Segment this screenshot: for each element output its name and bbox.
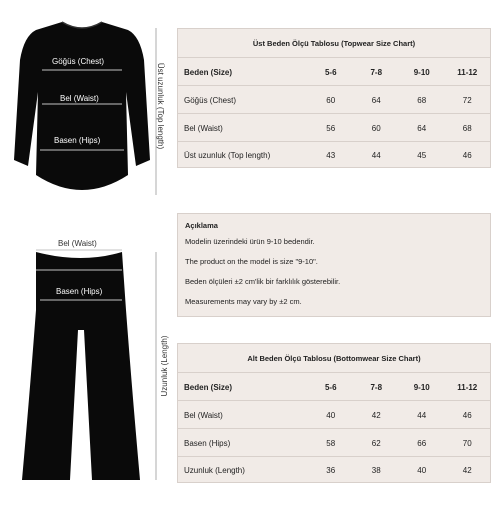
table-row <box>178 141 490 169</box>
table-cell: 60 <box>371 123 381 133</box>
top-length-label: Üst uzunluk (Top length) <box>156 62 165 150</box>
table-cell: 40 <box>326 410 336 420</box>
header-cell: 7-8 <box>370 67 383 77</box>
table-row <box>178 400 490 429</box>
table-row <box>178 456 490 484</box>
bottom-garment-illustration <box>0 230 170 500</box>
table-cell: 42 <box>371 410 381 420</box>
row-label: Bel (Waist) <box>184 410 223 420</box>
topwear-table-title: Üst Beden Ölçü Tablosu (Topwear Size Chart) <box>252 39 416 48</box>
row-label: Uzunluk (Length) <box>184 466 245 475</box>
top-chest-label: Göğüs (Chest) <box>52 57 105 66</box>
header-cell: 5-6 <box>324 67 337 77</box>
table-cell: 46 <box>462 410 472 420</box>
note-line: The product on the model is size "9-10". <box>185 257 318 266</box>
table-header-row <box>178 57 490 86</box>
top-length-label-wrap <box>156 36 171 176</box>
table-cell: 70 <box>462 438 472 448</box>
table-cell: 64 <box>417 123 427 133</box>
header-cell: 11-12 <box>457 67 478 77</box>
note-box <box>177 213 491 317</box>
header-cell: Beden (Size) <box>184 382 233 392</box>
table-cell: 62 <box>371 438 381 448</box>
table-cell: 44 <box>417 410 427 420</box>
table-cell: 60 <box>326 95 336 105</box>
bottom-length-label: Uzunluk (Length) <box>160 335 169 397</box>
header-cell: 5-6 <box>324 382 337 392</box>
note-line: Beden ölçüleri ±2 cm'lik bir farklılık gösterebilir. <box>185 277 341 286</box>
table-cell: 68 <box>417 95 427 105</box>
topwear-size-table <box>177 28 491 168</box>
header-cell: 9-10 <box>413 67 430 77</box>
table-cell: 43 <box>326 151 336 160</box>
header-cell: 7-8 <box>370 382 383 392</box>
note-title: Açıklama <box>185 221 218 230</box>
row-label: Basen (Hips) <box>184 438 231 448</box>
table-cell: 40 <box>417 466 427 475</box>
table-cell: 68 <box>462 123 472 133</box>
top-hips-label: Basen (Hips) <box>54 136 101 145</box>
table-cell: 72 <box>462 95 472 105</box>
top-waist-label: Bel (Waist) <box>60 94 99 103</box>
top-garment-illustration <box>0 0 170 210</box>
header-cell: 9-10 <box>413 382 430 392</box>
table-cell: 58 <box>326 438 336 448</box>
bottom-waist-label: Bel (Waist) <box>58 239 97 248</box>
table-cell: 64 <box>371 95 381 105</box>
table-cell: 42 <box>462 466 472 475</box>
table-cell: 66 <box>417 438 427 448</box>
note-line: Modelin üzerindeki ürün 9-10 bedendir. <box>185 237 315 246</box>
top-garment <box>0 0 170 210</box>
table-cell: 46 <box>462 151 472 160</box>
table-cell: 44 <box>371 151 381 160</box>
bottomwear-table-title: Alt Beden Ölçü Tablosu (Bottomwear Size Chart) <box>247 354 421 363</box>
table-row <box>178 85 490 114</box>
table-cell: 45 <box>417 151 427 160</box>
table-row <box>178 113 490 142</box>
header-cell: Beden (Size) <box>184 67 233 77</box>
row-label: Üst uzunluk (Top length) <box>184 151 271 160</box>
row-label: Göğüs (Chest) <box>184 95 237 105</box>
bottom-hips-label: Basen (Hips) <box>56 287 103 296</box>
bottom-garment <box>0 230 170 500</box>
row-label: Bel (Waist) <box>184 123 223 133</box>
note-line: Measurements may vary by ±2 cm. <box>185 297 302 306</box>
bottom-length-label-wrap <box>154 306 169 426</box>
table-cell: 56 <box>326 123 336 133</box>
table-row <box>178 428 490 457</box>
table-cell: 38 <box>371 466 381 475</box>
header-cell: 11-12 <box>457 382 478 392</box>
bottomwear-size-table <box>177 343 491 483</box>
table-header-row <box>178 372 490 401</box>
table-cell: 36 <box>326 466 336 475</box>
